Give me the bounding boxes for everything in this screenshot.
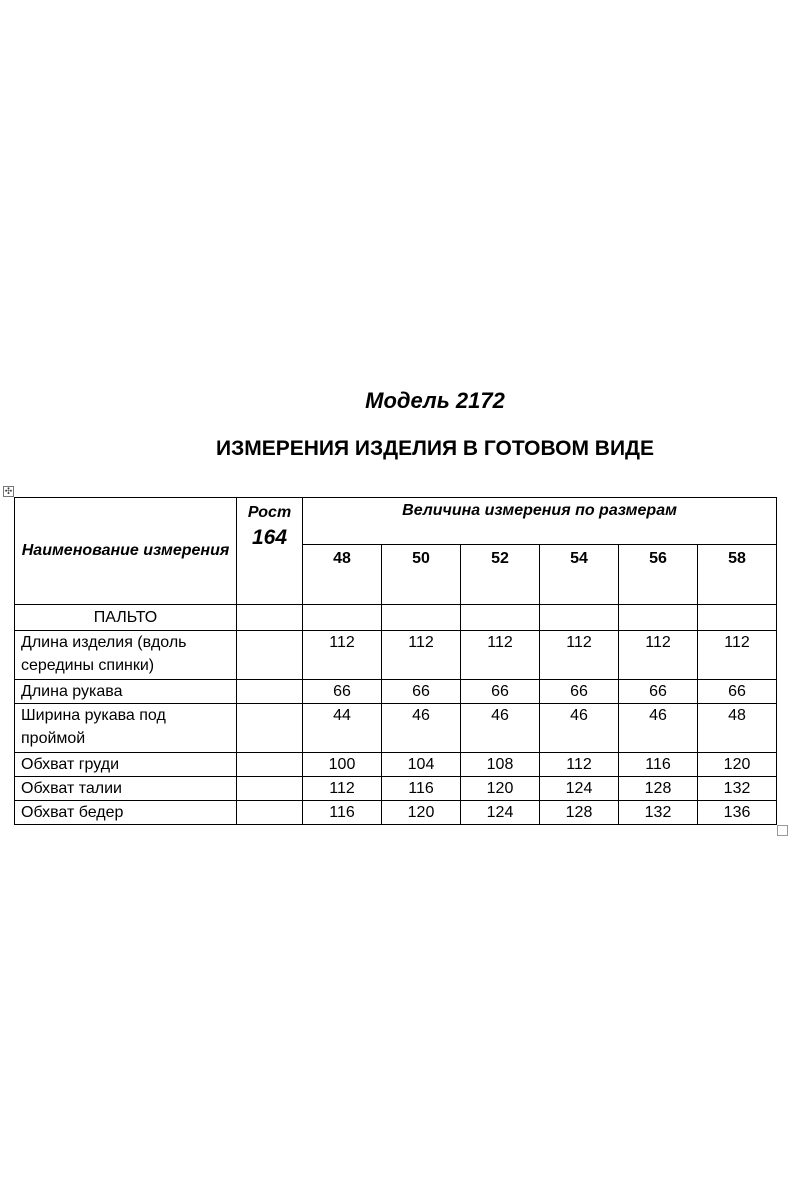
measure-value: 112 xyxy=(540,631,619,680)
measure-name: Обхват бедер xyxy=(15,801,237,825)
measure-value: 124 xyxy=(540,777,619,801)
table-row xyxy=(15,753,777,777)
table-row xyxy=(15,704,777,753)
measure-value: 66 xyxy=(461,680,540,704)
table-row xyxy=(15,680,777,704)
measure-value: 120 xyxy=(461,777,540,801)
measure-name: Обхват груди xyxy=(15,753,237,777)
measure-value: 116 xyxy=(619,753,698,777)
table-row xyxy=(15,801,777,825)
rost-cell xyxy=(237,704,303,753)
measure-value: 116 xyxy=(382,777,461,801)
rost-cell xyxy=(237,680,303,704)
rost-cell xyxy=(237,777,303,801)
size-header: 48 xyxy=(303,545,382,605)
measure-value: 112 xyxy=(461,631,540,680)
measure-value: 112 xyxy=(303,777,382,801)
model-title: Модель 2172 xyxy=(365,388,505,413)
measure-value: 104 xyxy=(382,753,461,777)
measure-value: 66 xyxy=(303,680,382,704)
rost-cell xyxy=(237,801,303,825)
table-row xyxy=(15,631,777,680)
measure-value: 100 xyxy=(303,753,382,777)
size-header: 50 xyxy=(382,545,461,605)
measure-value: 112 xyxy=(303,631,382,680)
measure-value: 116 xyxy=(303,801,382,825)
empty-cell xyxy=(237,605,303,631)
measure-value: 66 xyxy=(382,680,461,704)
rost-value: 164 xyxy=(251,526,288,549)
size-header: 54 xyxy=(540,545,619,605)
measure-value: 48 xyxy=(698,704,777,753)
empty-cell xyxy=(461,605,540,631)
rost-label: Рост xyxy=(247,504,292,521)
section-name: ПАЛЬТО xyxy=(15,605,237,631)
table-row xyxy=(15,777,777,801)
measure-value: 120 xyxy=(382,801,461,825)
empty-cell xyxy=(382,605,461,631)
resize-handle-icon[interactable] xyxy=(777,825,788,836)
measure-value: 112 xyxy=(619,631,698,680)
move-handle-icon[interactable]: ✣ xyxy=(4,486,13,496)
empty-cell xyxy=(619,605,698,631)
measurements-table xyxy=(14,497,777,825)
measure-value: 46 xyxy=(461,704,540,753)
size-header: 58 xyxy=(698,545,777,605)
measure-value: 66 xyxy=(540,680,619,704)
measure-name: Длина изделия (вдоль середины спинки) xyxy=(15,631,237,680)
measure-value: 132 xyxy=(698,777,777,801)
measure-value: 66 xyxy=(698,680,777,704)
measure-value: 120 xyxy=(698,753,777,777)
measure-value: 132 xyxy=(619,801,698,825)
section-row xyxy=(15,605,777,631)
measure-value: 112 xyxy=(382,631,461,680)
page-title: ИЗМЕРЕНИЯ ИЗДЕЛИЯ В ГОТОВОМ ВИДЕ xyxy=(215,437,655,460)
measure-value: 112 xyxy=(540,753,619,777)
measure-value: 128 xyxy=(540,801,619,825)
measure-value: 128 xyxy=(619,777,698,801)
rost-cell xyxy=(237,631,303,680)
measure-value: 124 xyxy=(461,801,540,825)
measure-value: 44 xyxy=(303,704,382,753)
size-header: 52 xyxy=(461,545,540,605)
rost-cell xyxy=(237,753,303,777)
measure-value: 46 xyxy=(382,704,461,753)
size-group-header: Величина измерения по размерам xyxy=(303,498,777,545)
name-column-header: Наименование измерения xyxy=(15,498,237,605)
measure-value: 136 xyxy=(698,801,777,825)
measure-value: 66 xyxy=(619,680,698,704)
measure-value: 108 xyxy=(461,753,540,777)
measure-value: 112 xyxy=(698,631,777,680)
size-header: 56 xyxy=(619,545,698,605)
measure-value: 46 xyxy=(540,704,619,753)
measure-name: Ширина рукава под проймой xyxy=(15,704,237,753)
measure-value: 46 xyxy=(619,704,698,753)
empty-cell xyxy=(540,605,619,631)
measure-name: Длина рукава xyxy=(15,680,237,704)
rost-header xyxy=(237,498,303,605)
empty-cell xyxy=(698,605,777,631)
empty-cell xyxy=(303,605,382,631)
measure-name: Обхват талии xyxy=(15,777,237,801)
